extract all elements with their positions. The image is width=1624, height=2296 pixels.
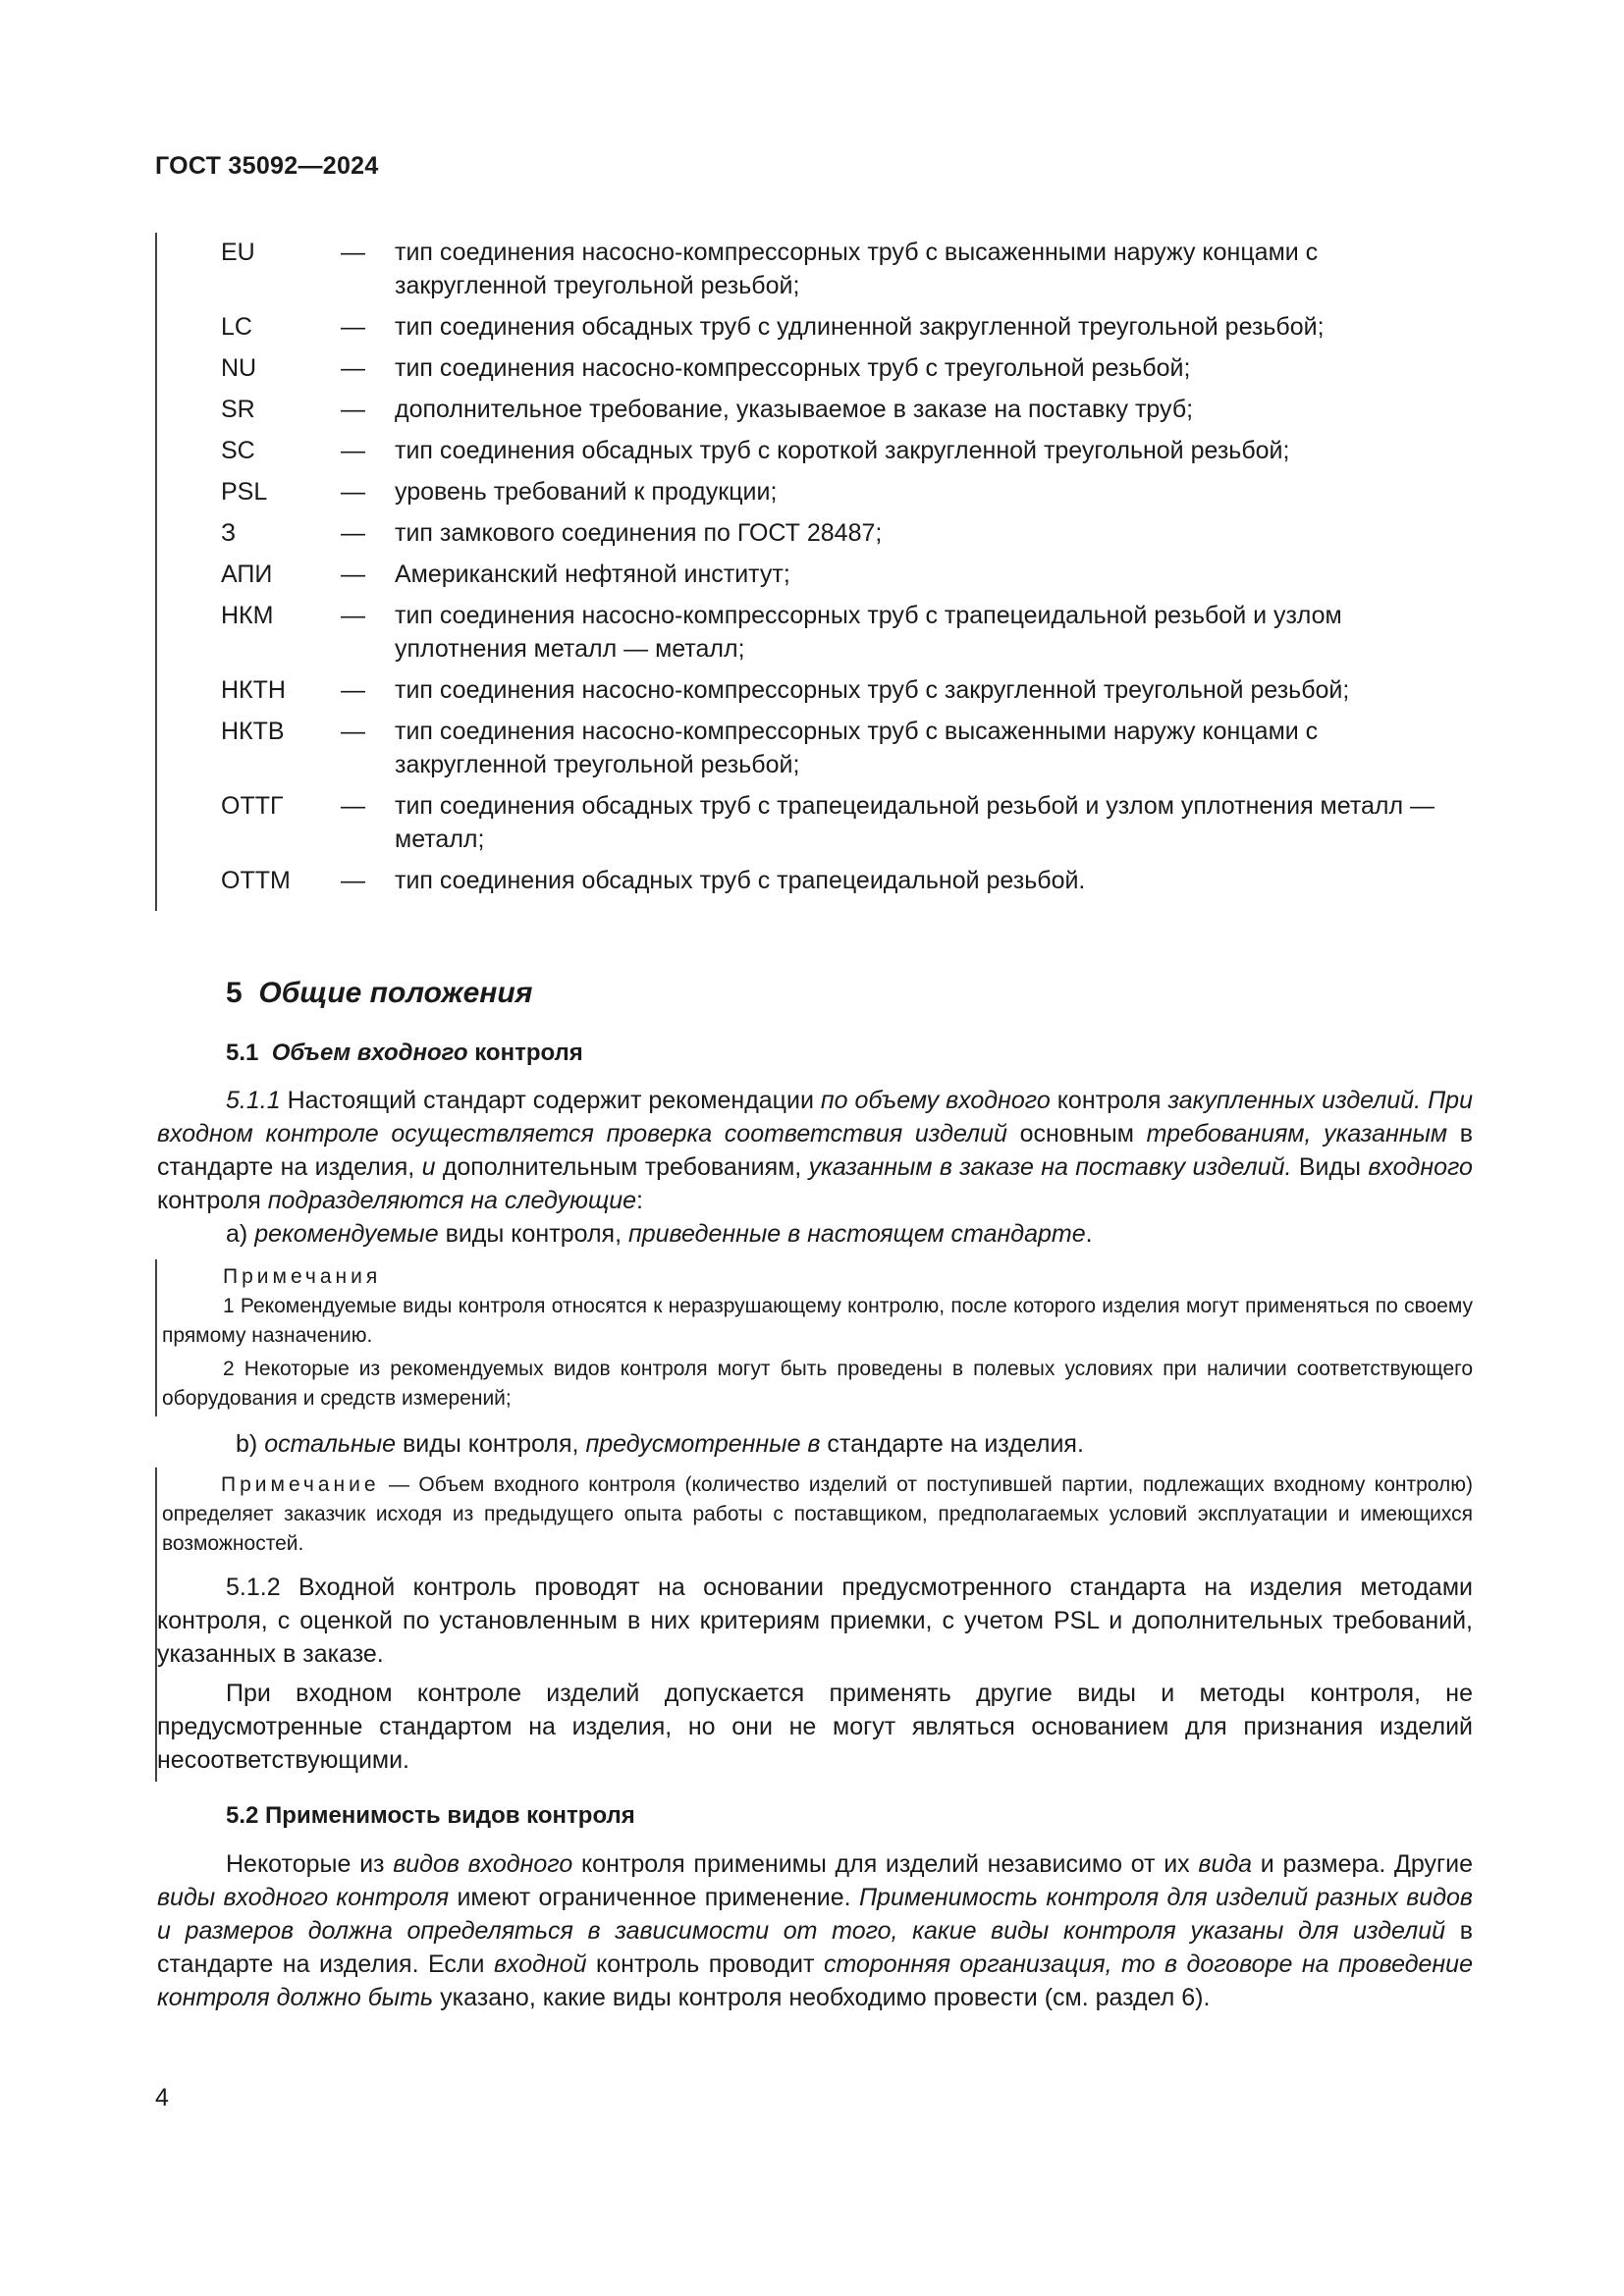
abbreviation-term: LC [221, 313, 252, 341]
abbreviation-definition: уровень требований к продукции; [395, 478, 778, 506]
list-item-b: b) остальные виды контроля, предусмотренные в стандарте на изделия. [236, 1430, 1084, 1458]
paragraph-5-1-2: 5.1.2 Входной контроль проводят на основании предусмотренного стандарта на изделия методами контроля, с оценкой по установленным в них критериям приемки, с учетом PSL и дополнительных требований, указанных в заказе. [157, 1574, 1473, 1668]
abbreviation-row [221, 351, 1478, 385]
section-5-heading: 5 Общие положения [226, 977, 533, 1009]
abbreviation-definition: тип соединения насосно-компрессорных труб с трапецеидальной резьбой и узлом уплотнения металл — металл; [395, 602, 1342, 663]
abbreviation-definition: тип замкового соединения по ГОСТ 28487; [395, 519, 883, 547]
list-item-a: а) рекомендуемые виды контроля, приведенные в настоящем стандарте. [226, 1220, 1093, 1248]
abbreviation-definition: тип соединения насосно-компрессорных труб с треугольной резьбой; [395, 354, 1191, 382]
paragraph-5-2: Некоторые из видов входного контроля применимы для изделий независимо от их вида и размера. Другие виды входного контроля имеют ограниченное применение. Применимость контроля для изделий разных видов и размеров должна определяться в зависимости от того, какие виды контроля указаны для изделий в стандарте на изделия. Если входной контроль проводит сторонняя организация, то в договоре на проведение контроля должно быть указано, какие виды контроля необходимо провести (см. раздел 6). [157, 1850, 1474, 2011]
subsection-5-1-heading: 5.1 Объем входного контроля [226, 1040, 583, 1066]
abbreviation-term: НКМ [221, 602, 274, 629]
abbreviation-row [221, 434, 1478, 467]
abbreviation-dash: — [341, 561, 365, 588]
abbreviation-dash: — [341, 519, 365, 547]
abbreviation-dash: — [341, 354, 365, 382]
abbreviation-dash: — [341, 478, 365, 506]
notes-block: Примечания 1 Рекомендуемые виды контроля относятся к неразрушающему контролю, после которого изделия могут применяться по своему прямому назначению. 2 Некоторые из рекомендуемых видов контроля могут быть проведены в полевых условиях при наличии соответствующего оборудования и средств измерений; [162, 1265, 1473, 1410]
abbreviation-dash: — [341, 792, 365, 820]
change-bar [155, 1259, 157, 1416]
abbreviation-row [221, 236, 1478, 302]
abbreviation-definition: тип соединения обсадных труб с трапецеидальной резьбой. [395, 867, 1086, 894]
abbreviation-definition: тип соединения насосно-компрессорных труб с высаженными наружу концами с закругленной треугольной резьбой; [395, 239, 1319, 299]
paragraph-5-1-2-continued: При входном контроле изделий допускается применять другие виды и методы контроля, не предусмотренные стандартом на изделия, но они не могут являться основанием для признания изделий несоответствующими. [157, 1680, 1473, 1774]
abbreviation-term: SR [221, 396, 255, 423]
abbreviation-definition: тип соединения насосно-компрессорных труб с высаженными наружу концами с закругленной треугольной резьбой; [395, 718, 1319, 778]
abbreviation-dash: — [341, 239, 365, 266]
abbreviation-dash: — [341, 676, 365, 704]
abbreviation-definition: Американский нефтяной институт; [395, 561, 790, 588]
abbreviation-row [221, 864, 1478, 897]
abbreviation-dash: — [341, 602, 365, 629]
abbreviation-definition: тип соединения насосно-компрессорных труб с закругленной треугольной резьбой; [395, 676, 1350, 704]
abbreviation-row [221, 558, 1478, 591]
paragraph-5-1-1: 5.1.1 Настоящий стандарт содержит рекомендации по объему входного контроля закупленных изделий. При входном контроле осуществляется проверка соответствия изделий основным требованиям, указанным в стандарте на изделия, и дополнительным требованиям, указанным в заказе на поставку изделий. Виды входного контроля подразделяются на следующие: [157, 1087, 1473, 1214]
abbreviation-dash: — [341, 313, 365, 341]
abbreviation-definition: тип соединения обсадных труб с удлиненной закругленной треугольной резьбой; [395, 313, 1325, 341]
abbreviation-term: PSL [221, 478, 268, 506]
page-number: 4 [155, 2084, 169, 2111]
abbreviation-row [221, 516, 1478, 550]
abbreviation-row [221, 599, 1478, 666]
abbreviation-term: АПИ [221, 561, 273, 588]
abbreviation-term: ОТТГ [221, 792, 284, 820]
abbreviation-term: НКТН [221, 676, 286, 704]
abbreviation-dash: — [341, 437, 365, 464]
abbreviation-row [221, 789, 1478, 856]
abbreviation-row [221, 310, 1478, 344]
abbreviation-term: NU [221, 354, 257, 382]
abbreviation-row [221, 673, 1478, 707]
abbreviation-definition: тип соединения обсадных труб с трапецеидальной резьбой и узлом уплотнения металл — металл; [395, 792, 1435, 853]
abbreviation-row [221, 715, 1478, 781]
document-header: ГОСТ 35092—2024 [155, 152, 379, 180]
abbreviation-dash: — [341, 867, 365, 894]
abbreviation-row [221, 393, 1478, 426]
abbreviation-definition: тип соединения обсадных труб с короткой закругленной треугольной резьбой; [395, 437, 1290, 464]
note-b: Примечание — Объем входного контроля (количество изделий от поступившей партии, подлежащих входному контролю) определяет заказчик исходя из предыдущего опыта работы с поставщиком, предполагаемых условий эксплуатации и имеющихся возможностей. [162, 1473, 1473, 1555]
abbreviation-row [221, 475, 1478, 508]
abbreviation-definition: дополнительное требование, указываемое в заказе на поставку труб; [395, 396, 1194, 423]
change-bar [155, 233, 157, 911]
abbreviation-term: НКТВ [221, 718, 285, 745]
abbreviation-list [221, 236, 1478, 905]
abbreviation-dash: — [341, 718, 365, 745]
abbreviation-term: З [221, 519, 237, 547]
abbreviation-term: ОТТМ [221, 867, 291, 894]
abbreviation-dash: — [341, 396, 365, 423]
subsection-5-2-heading: 5.2 Применимость видов контроля [226, 1802, 635, 1829]
abbreviation-term: EU [221, 239, 255, 266]
abbreviation-term: SC [221, 437, 255, 464]
